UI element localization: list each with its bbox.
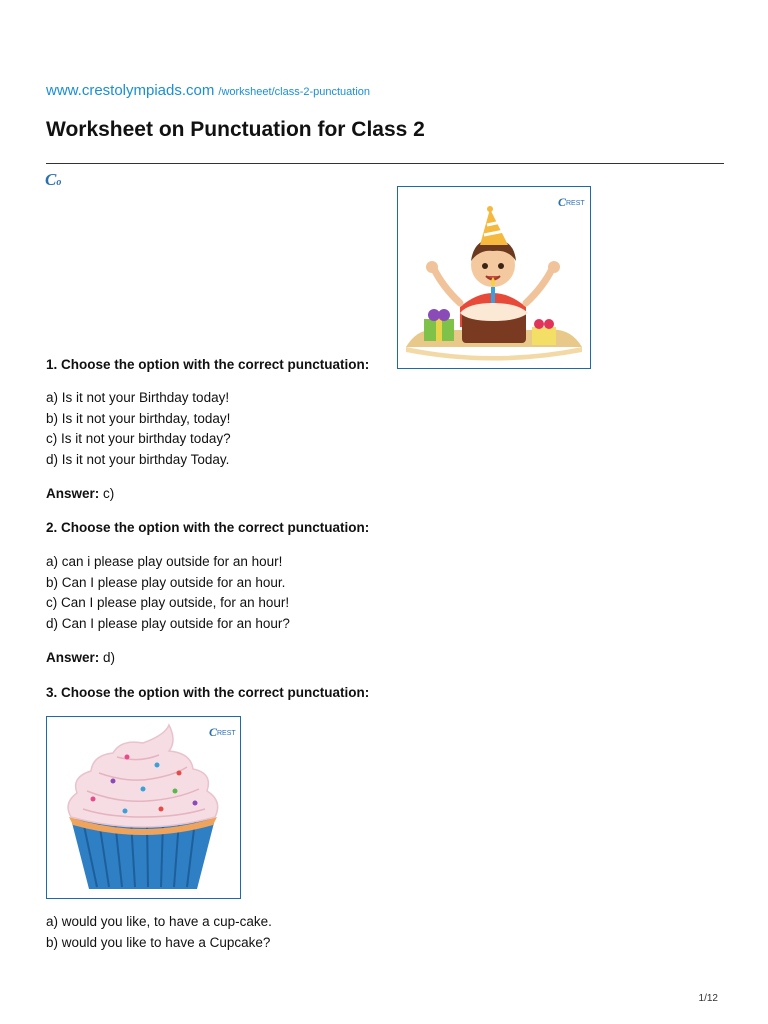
- question-2-answer: [46, 650, 115, 665]
- cupcake-picture: [47, 717, 239, 897]
- question-2-option-d: d) Can I please play outside for an hour?: [46, 615, 290, 631]
- answer-value: d): [99, 650, 116, 665]
- answer-label: Answer:: [46, 486, 100, 501]
- question-2-option-c: c) Can I please play outside, for an hour!: [46, 595, 290, 610]
- question-2-option-b: b) Can I please play outside for an hour.: [46, 574, 286, 590]
- question-1-prompt: 1. Choose the option with the correct punctuation:: [46, 357, 370, 372]
- page-title: Worksheet on Punctuation for Class 2: [46, 118, 425, 141]
- question-3-option-b: b) would you like to have a Cupcake?: [46, 934, 271, 950]
- answer-label: Answer:: [46, 650, 100, 665]
- question-1-option-d: d) Is it not your birthday Today.: [46, 451, 230, 467]
- answer-value: c): [99, 486, 115, 501]
- question-1-answer: [46, 486, 114, 501]
- question-3-options: [46, 912, 272, 953]
- cupcake-illustration: [46, 716, 241, 899]
- crest-logo-mark: Co: [45, 170, 62, 189]
- question-2-prompt: 2. Choose the option with the correct punctuation:: [46, 520, 370, 535]
- page-number: 1/12: [698, 993, 718, 1004]
- question-1-option-c: c) Is it not your birthday today?: [46, 431, 231, 446]
- birthday-boy-picture: [398, 187, 589, 367]
- question-3-option-a: a) would you like, to have a cup-cake.: [46, 914, 272, 929]
- question-2-option-a: a) can i please play outside for an hour!: [46, 554, 283, 569]
- question-1-options: [46, 388, 231, 470]
- question-2-options: [46, 552, 290, 634]
- question-1-option-a: a) Is it not your Birthday today!: [46, 390, 230, 405]
- source-url[interactable]: [46, 82, 370, 100]
- question-1-option-b: b) Is it not your birthday, today!: [46, 410, 231, 426]
- svg-text:C: C: [558, 195, 567, 209]
- site-domain-link[interactable]: www.crestolympiads.com: [46, 82, 215, 99]
- question-3-prompt: 3. Choose the option with the correct punctuation:: [46, 685, 370, 700]
- site-path-link[interactable]: /worksheet/class-2-punctuation: [218, 86, 371, 98]
- svg-text:C: C: [209, 725, 218, 739]
- svg-text:REST: REST: [217, 730, 236, 737]
- birthday-illustration: [397, 186, 591, 369]
- svg-text:REST: REST: [566, 200, 585, 207]
- title-divider: [46, 163, 724, 164]
